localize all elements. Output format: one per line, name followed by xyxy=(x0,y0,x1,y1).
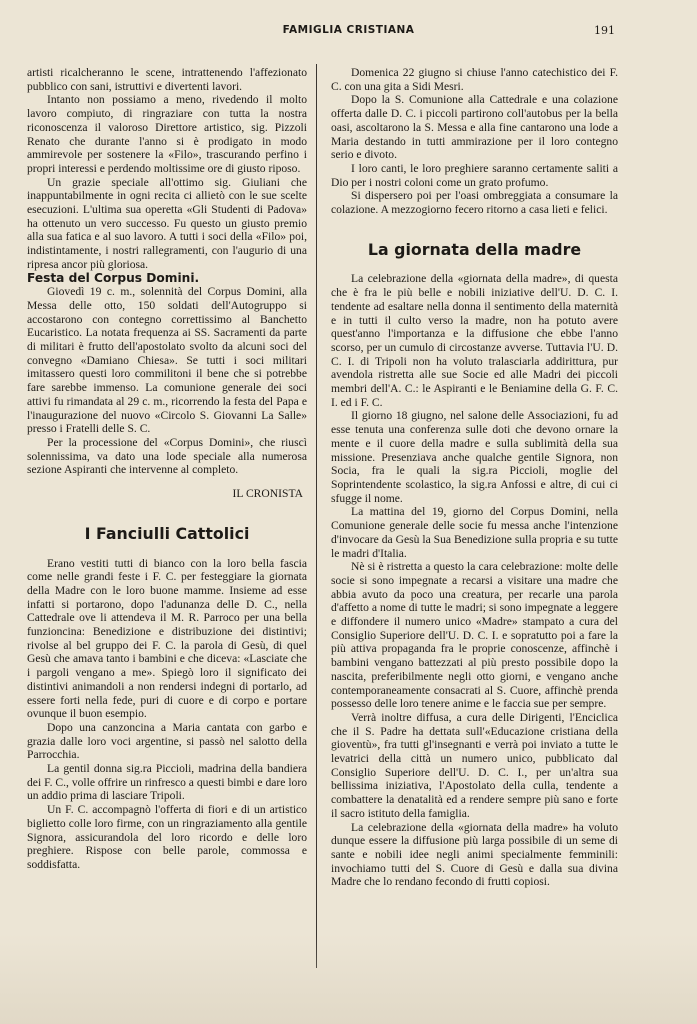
paragraph: Verrà inoltre diffusa, a cura delle Dirigenti, l'Enciclica che il S. Padre ha dettata sull'«Educazione cristiana della gioventù», fra tutti gl'insegnanti e verrà poi inviato a tutte le levatrici della città un numero unico, pubblicato dal Consiglio Superiore dell'U. D. C. I., per un'altra sua bellissima iniziativa, l'Apostolato della culla, tendente a combattere la denatalità ed a rendere sempre più sano e forte il sacro istituto della famiglia. xyxy=(331,710,618,820)
paper-shading xyxy=(0,934,697,1024)
paragraph: artisti ricalcheranno le scene, intrattenendo l'affezionato pubblico con sani, istruttivi e divertenti lavori. xyxy=(27,66,307,93)
paragraph: Domenica 22 giugno si chiuse l'anno catechistico dei F. C. con una gita a Sidi Mesri. xyxy=(331,66,618,93)
paragraph: La celebrazione della «giornata della madre» ha voluto dunque essere la diffusione più larga possibile di un seme di sante e nobili idee negli animi specialmente femminili: invochiamo tutti del S. Cuore di Gesù e dalla sua divina Madre che lo rendano fecondo di frutti copiosi. xyxy=(331,820,618,889)
page-header xyxy=(0,24,697,44)
paragraph: Per la processione del «Corpus Domini», che riuscì solennissima, va dato una lode speciale alla numerosa sezione Aspiranti che intervenne al completo. xyxy=(27,435,307,477)
paragraph: Un F. C. accompagnò l'offerta di fiori e di un artistico biglietto colle loro firme, con un ringraziamento alla gentile Signora, assicurandola del loro ricordo e delle loro preghiere. Rispose con belle parole, commossa e soddisfatta. xyxy=(27,803,307,871)
author-signature: IL CRONISTA xyxy=(232,487,303,501)
paragraph: La mattina del 19, giorno del Corpus Domini, nella Comunione generale delle socie fu messa anche l'intenzione d'invocare da Gesù la Sua Benedizione sulla propria e su tutte le madri d'Italia. xyxy=(331,505,618,560)
paragraph: Giovedì 19 c. m., solennità del Corpus Domini, alla Messa delle otto, 150 soldati dell'Autogruppo si accostarono con contegno correttissimo al Banchetto Eucaristico. La notata frequenza ai SS. Sacramenti da parte di militari è frutto dell'apostolato svolto da alcuni soci del convegno «Damiano Chiesa». Se tutti i soci militari imitassero questi loro commilitoni il bene che si potrebbe fare sarebbe immenso. La comunione generale dei soci attivi fu rimandata al 29 c. m., ricorrendo la festa del Papa e l'inaugurazione del nuovo «Circolo S. Giovanni La Salle» presso i Fratelli delle S. C. xyxy=(27,285,307,436)
paragraph: Si dispersero poi per l'oasi ombreggiata a consumare la colazione. A mezzogiorno fecero ritorno a casa lieti e felici. xyxy=(331,189,618,217)
paragraph: Dopo la S. Comunione alla Cattedrale e una colazione offerta dalle D. C. i piccoli partirono coll'autobus per la bella oasi, ascoltarono la S. Messa e alla fine cantarono una lode a Maria destando in tutti ammirazione per il loro contegno serio e divoto. xyxy=(331,93,618,162)
paragraph: Erano vestiti tutti di bianco con la loro bella fascia come nelle grandi feste i F. C. per festeggiare la giornata della Madre con le loro buone mamme. Insieme ad esse infatti si portarono, dopo l'adunanza delle D. C., nella Cattedrale ove li attendeva il M. R. Parroco per una bella funzioncina: Benedizione e distribuzione dei distintivi; rivolse al bel gruppo dei F. C. la parola di Gesù, di quel Gesù che amava tanto i bambini e che diceva: «Lasciate che i pargoli vengano a me». Spiegò loro il significato dei distintivi animandoli a non rendersi indegni di portarlo, ad essere forti nella fede, puri di cuore e di corpo e portare ovunque il buon esempio. xyxy=(27,556,307,721)
magazine-title: FAMIGLIA CRISTIANA xyxy=(282,24,415,36)
page-number: 191 xyxy=(594,24,615,37)
paragraph: Nè si è ristretta a questo la cara celebrazione: molte delle socie si sono impegnate a recarsi a visitare una madre che abbia avuto da poco una creatura, per recarle una parola d'affetto a nome di tutte le madri; si sono impegnate a leggere e diffondere il numero unico «Madre» stampato a cura del Consiglio Superiore dell'U. D. C. I. e sopratutto poi a fare la più attiva propaganda fra le proprie conoscenze, affinchè i bambini vengano battezzati al più presto possibile dopo la nascita, preferibilmente negli otto giorni, e vengano anche contemporaneamente consacrati al S. Cuore, affinchè prenda possesso delle loro tenere anime e le faccia sue per sempre. xyxy=(331,560,618,711)
left-column xyxy=(27,66,307,872)
section-heading-corpus-domini: Festa del Corpus Domini. xyxy=(27,270,200,285)
paragraph: Intanto non possiamo a meno, rivedendo il molto lavoro compiuto, di ringraziare con tutta la nostra riconoscenza il valoroso Direttore artistico, sig. Pizzoli Renato che durante l'anno si è prodigato in modo ammirevole per sostenere la «Filo», trascurando perfino i propri interessi e perdendo moltissime ore di giusto riposo. xyxy=(27,93,307,175)
paragraph: I loro canti, le loro preghiere saranno certamente saliti a Dio per i nostri coloni come un grato profumo. xyxy=(331,161,618,189)
section-heading-giornata-madre: La giornata della madre xyxy=(367,239,582,259)
right-column xyxy=(331,66,618,889)
paragraph: La gentil donna sig.ra Piccioli, madrina della bandiera dei F. C., volle offrire un rinfresco a questi bimbi e dare loro un addio prima di lasciare Tripoli. xyxy=(27,762,307,803)
paragraph: La celebrazione della «giornata della madre», di questa che è fra le più belle e nobili iniziative dell'U. D. C. I. tendente ad esaltare nella donna il sentimento della maternità e in tutti il culto verso la madre, non ha potuto avere quest'anno l'importanza e la diffusione che ebbe l'anno scorso, per un cumulo di circostanze avverse. Tuttavia l'U. D. C. I. di Tripoli non ha voluto tralasciarla addirittura, pur avendola ristretta alle sue Socie ed alle Madri dei piccoli membri dell'A. C.: le Aspiranti e le Beniamine della G. F. C. I. ed i F. C. xyxy=(331,272,618,409)
paragraph: Un grazie speciale all'ottimo sig. Giuliani che inappuntabilmente in ogni recita ci allietò con le sue scelte esecuzioni. L'ultima sua operetta «Gli Studenti di Padova» ha ottenuto un vero successo. Fu questo un giusto premio alla sua fatica e al suo lavoro. A tutti i soci della «Filo» poi, indistintamente, i nostri rallegramenti, con l'augurio di una ripresa ancor più gloriosa. xyxy=(27,175,307,271)
section-heading-fanciulli-cattolici: I Fanciulli Cattolici xyxy=(84,523,250,543)
column-divider xyxy=(316,64,317,968)
paragraph: Dopo una canzoncina a Maria cantata con garbo e grazia dalle loro voci argentine, si passò nel salotto della Parrocchia. xyxy=(27,720,307,762)
paragraph: Il giorno 18 giugno, nel salone delle Associazioni, fu ad esse tenuta una conferenza sulle doti che devono ornare la mente e il cuore della madre e sulla sublimità della sua missione. Presenziava anche qualche gentile Signora, non Socia, fra le quali la sig.ra Piccioli, moglie del Soprintendente scolastico, la sig.ra Anfossi e altre, di cui ci sfugge il nome. xyxy=(331,409,618,505)
